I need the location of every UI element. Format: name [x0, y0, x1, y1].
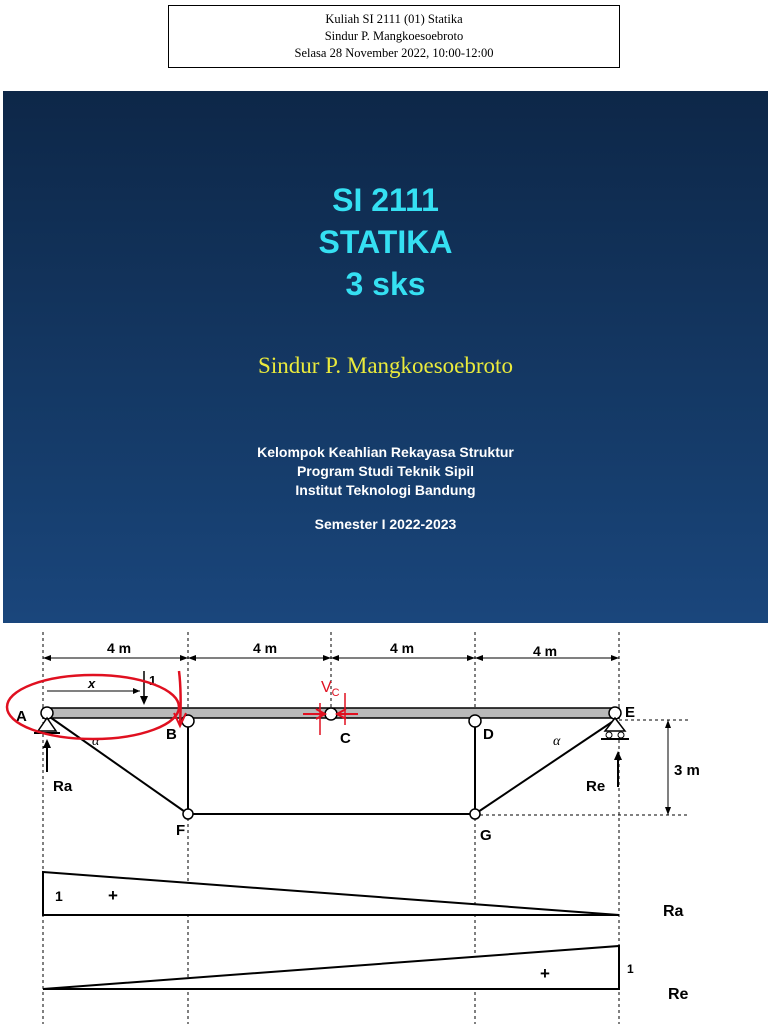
- height-label: 3 m: [674, 762, 700, 779]
- slide-semester: Semester I 2022-2023: [314, 516, 457, 532]
- header-date: Selasa 28 November 2022, 10:00-12:00: [294, 46, 494, 60]
- slide-title: [3, 179, 768, 305]
- height-dimension: [665, 720, 671, 815]
- node-d: [469, 715, 481, 727]
- org-group: Kelompok Keahlian Rekayasa Struktur: [257, 444, 514, 460]
- org-institute: Institut Teknologi Bandung: [295, 482, 476, 498]
- org-program: Program Studi Teknik Sipil: [296, 463, 475, 479]
- truss-nodes: [41, 707, 621, 819]
- il-ra-label: Ra: [663, 903, 684, 920]
- span-cd-label: 4 m: [389, 640, 415, 656]
- slide-author: Sindur P. Mangkoesoebroto: [258, 353, 513, 378]
- node-a-label: A: [16, 708, 27, 725]
- node-f: [183, 809, 193, 819]
- title-slide: [3, 91, 768, 623]
- influence-line-re: [43, 946, 619, 989]
- alpha-left-label: α: [92, 734, 100, 749]
- node-f-label: F: [176, 822, 186, 839]
- slide-organization: [3, 443, 768, 500]
- reaction-arrow-a: [43, 739, 51, 772]
- header-lecturer: Sindur P. Mangkoesoebroto: [324, 29, 464, 43]
- span-bc-label: 4 m: [252, 640, 278, 656]
- il-re-sign: +: [540, 964, 550, 983]
- load-position-label: x: [88, 676, 96, 691]
- influence-line-ra: [43, 872, 619, 915]
- red-cut-line: [179, 671, 181, 725]
- node-e-label: E: [625, 704, 636, 721]
- node-c-label: C: [340, 730, 351, 747]
- truss-members: [47, 715, 615, 814]
- span-ab-label: 4 m: [106, 640, 132, 656]
- reaction-arrow-e: [614, 751, 622, 787]
- node-g: [470, 809, 480, 819]
- truss-diagram: [0, 627, 768, 1024]
- reaction-a-label: Ra: [53, 778, 73, 795]
- course-credits: 3 sks: [345, 266, 426, 302]
- span-de-label: 4 m: [532, 643, 558, 659]
- red-annotations: [7, 671, 358, 739]
- header-course: Kuliah SI 2111 (01) Statika: [325, 12, 463, 26]
- node-b-label: B: [166, 726, 177, 743]
- reaction-e-label: Re: [586, 778, 606, 795]
- node-d-label: D: [483, 726, 494, 743]
- course-name: STATIKA: [318, 224, 453, 260]
- il-ra-value: 1: [55, 888, 63, 904]
- load-value-label: 1: [149, 673, 157, 688]
- vc-label: $V_C$: [321, 679, 340, 699]
- course-code: SI 2111: [332, 182, 439, 218]
- il-re-value: 1: [627, 962, 634, 976]
- il-ra-sign: +: [108, 886, 118, 905]
- alpha-right-label: α: [553, 734, 561, 749]
- lecture-header: [168, 5, 620, 68]
- support-e: [601, 718, 629, 739]
- node-g-label: G: [480, 827, 492, 844]
- truss-diagram-svg: [0, 627, 768, 1024]
- il-re-label: Re: [668, 986, 689, 1003]
